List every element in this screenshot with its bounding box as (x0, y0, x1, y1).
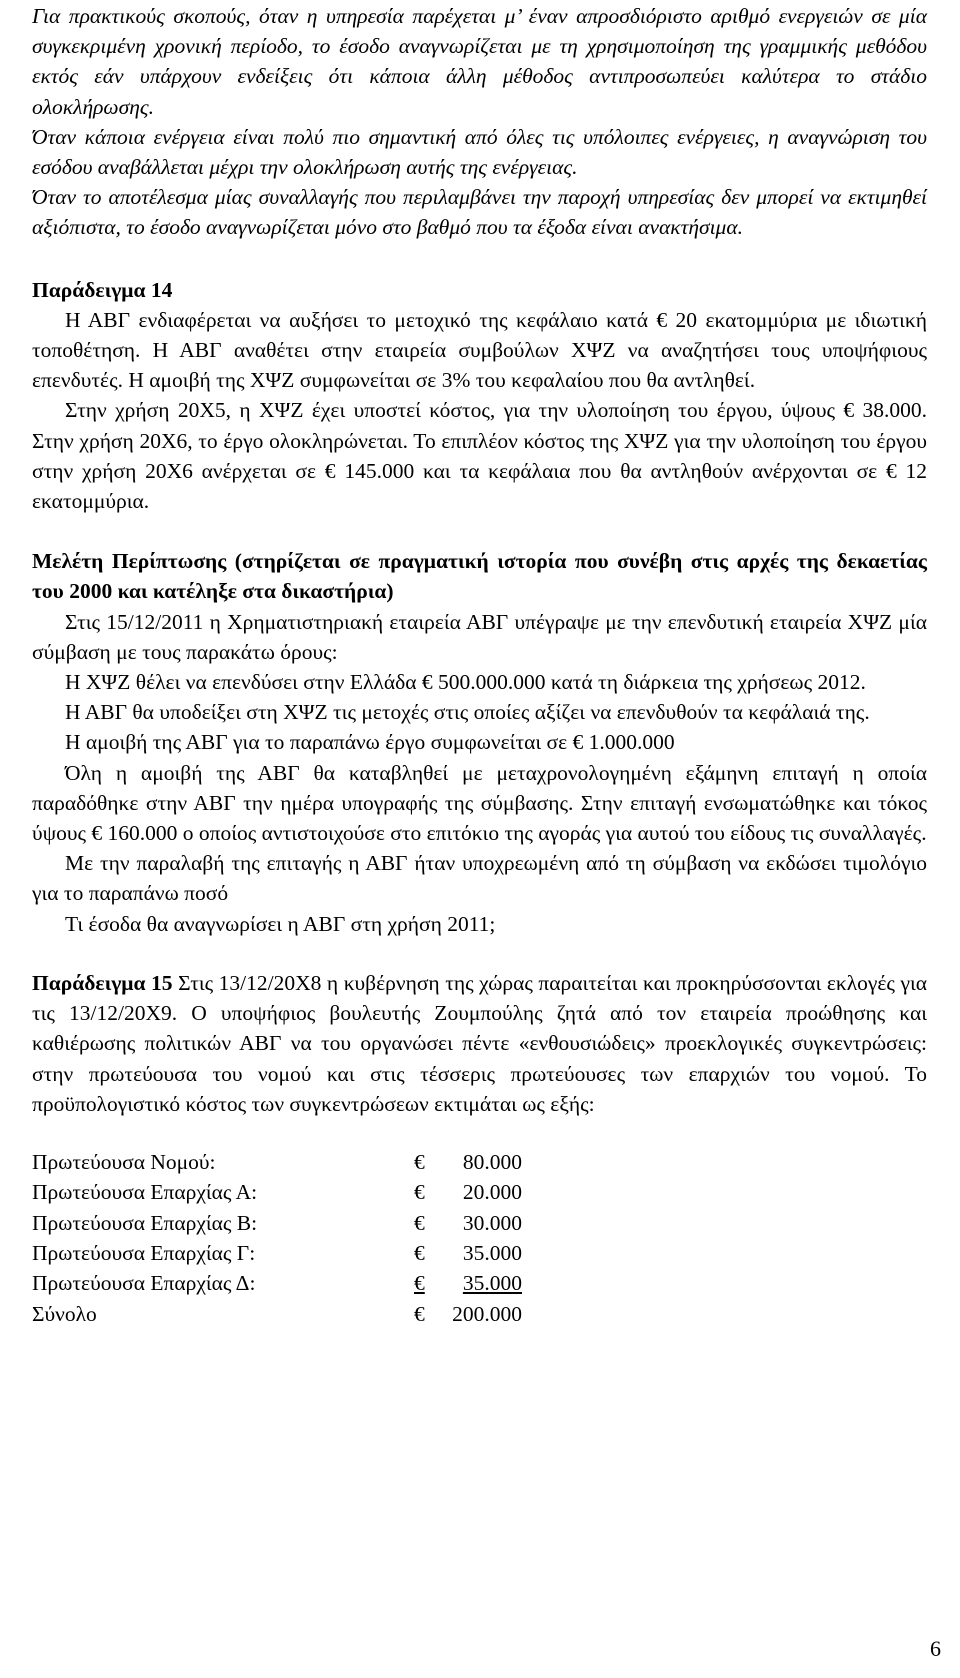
case-study-question: Τι έσοδα θα αναγνωρίσει η ΑΒΓ στη χρήση 2011; (65, 911, 496, 936)
cost-label: Πρωτεύουσα Επαρχίας Δ: (32, 1271, 256, 1296)
case-study-paragraph-6: Με την παραλαβή της επιταγής η ΑΒΓ ήταν υποχρεωμένη από τη σύμβαση να εκδώσει τιμολόγιο για το παραπάνω ποσό (32, 851, 927, 906)
cost-total-row (32, 1299, 522, 1329)
spacer (32, 243, 927, 275)
intro-paragraph-1: Για πρακτικούς σκοπούς, όταν η υπηρεσία παρέχεται μ’ έναν απροσδιόριστο αριθμό ενεργειών σε μία συγκεκριμένη χρονική περίοδο, το έσοδο αναγνωρίζεται με τη χρησιμοποίηση της γραμμικής μεθόδου εκτός εάν υπάρχουν ενδείξεις ότι κάποια άλλη μέθοδος αντιπροσωπεύει καλύτερα το στάδιο ολοκλήρωσης. (32, 4, 927, 119)
cost-label: Πρωτεύουσα Νομού: (32, 1149, 216, 1174)
euro-sign: € (414, 1271, 425, 1296)
euro-sign: € (414, 1149, 425, 1174)
cost-amount: 20.000 (462, 1180, 522, 1205)
cost-table (32, 1147, 522, 1329)
example-15-paragraph (32, 968, 927, 1119)
page-content (32, 1, 927, 1329)
cost-row (32, 1238, 522, 1268)
intro-paragraph-2: Όταν κάποια ενέργεια είναι πολύ πιο σημαντική από όλες τις υπόλοιπες ενέργειες, η αναγνώριση του εσόδου αναβάλλεται μέχρι την ολοκλήρωση αυτής της ενέργειας. (32, 124, 927, 180)
cost-amount: 35.000 (462, 1241, 522, 1266)
case-study-heading: Μελέτη Περίπτωσης (στηρίζεται σε πραγματική ιστορία που συνέβη στις αρχές της δεκαετίας του 2000 και κατέληξε στα δικαστήρια) (32, 549, 927, 604)
cost-row (32, 1268, 522, 1298)
example-15-text: Στις 13/12/20Χ8 η κυβέρνηση της χώρας παραιτείται και προκηρύσσονται εκλογές για τις 13/12/20Χ9. Ο υποψήφιος βουλευτής Ζουμπούλης ζητά από τον εταιρεία προώθησης και καθιέρωσης πολιτικών ΑΒΓ να του οργανώσει πέντε «ενθουσιώδεις» προεκλογικές συγκεντρώσεις: στην πρωτεύουσα του νομού και στις τέσσερις πρωτεύουσες των επαρχιών του νομού. Το προϋπολογιστικό κόστος των συγκεντρώσεων εκτιμάται ως εξής: (32, 970, 928, 1116)
case-study-paragraph-2: Η ΧΨΖ θέλει να επενδύσει στην Ελλάδα € 500.000.000 κατά τη διάρκεια της χρήσεως 2012. (65, 670, 866, 695)
total-amount: 200.000 (452, 1301, 522, 1326)
case-study-paragraph-3: Η ΑΒΓ θα υποδείξει στη ΧΨΖ τις μετοχές στις οποίες αξίζει να επενδυθούν τα κεφάλαιά της. (65, 700, 870, 725)
example-14-paragraph-2: Στην χρήση 20Χ5, η ΧΨΖ έχει υποστεί κόστος, για την υλοποίηση του έργου, ύψους € 38.000. Στην χρήση 20Χ6, το έργο ολοκληρώνεται. Το επιπλέον κόστος της ΧΨΖ για την υλοποίηση του έργου στην χρήση 20Χ6 ανέρχεται σε € 145.000 και τα κεφάλαια που θα αντληθούν ανέρχονται σε € 12 εκατομμύρια. (32, 398, 927, 514)
euro-sign: € (414, 1180, 425, 1205)
spacer (32, 1119, 927, 1147)
page-number: 6 (930, 1636, 941, 1661)
case-study-paragraph-5: Όλη η αμοιβή της ΑΒΓ θα καταβληθεί με μεταχρονολογημένη εξάμηνη επιταγή η οποία παραδόθηκε στην ΑΒΓ την ημέρα υπογραφής της σύμβασης. Στην επιταγή ενσωματώθηκε και τόκος ύψους € 160.000 ο οποίος αντιστοιχούσε στο επιτόκιο της αγοράς για αυτού του είδους τις συναλλαγές. (32, 760, 927, 846)
cost-label: Πρωτεύουσα Επαρχίας Γ: (32, 1241, 256, 1266)
spacer (32, 939, 927, 968)
cost-row (32, 1147, 522, 1177)
euro-sign: € (414, 1241, 425, 1266)
spacer (32, 516, 927, 546)
example-15-heading: Παράδειγμα 15 (32, 970, 173, 995)
example-14-heading: Παράδειγμα 14 (32, 277, 173, 302)
total-label: Σύνολο (32, 1301, 97, 1326)
cost-amount: 30.000 (462, 1210, 522, 1235)
cost-amount: 80.000 (462, 1149, 522, 1174)
case-study-paragraph-4: Η αμοιβή της ΑΒΓ για το παραπάνω έργο συμφωνείται σε € 1.000.000 (65, 730, 675, 755)
cost-label: Πρωτεύουσα Επαρχίας Β: (32, 1210, 258, 1235)
euro-sign: € (414, 1210, 425, 1235)
case-study-paragraph-1: Στις 15/12/2011 η Χρηματιστηριακή εταιρεία ΑΒΓ υπέγραψε με την επενδυτική εταιρεία ΧΨΖ μία σύμβαση με τους παρακάτω όρους: (32, 609, 927, 664)
cost-label: Πρωτεύουσα Επαρχίας Α: (32, 1180, 258, 1205)
example-14-paragraph-1: Η ΑΒΓ ενδιαφέρεται να αυξήσει το μετοχικό της κεφάλαιο κατά € 20 εκατομμύρια με ιδιωτική τοποθέτηση. Η ΑΒΓ αναθέτει στην εταιρεία συμβούλων ΧΨΖ να αναζητήσει τους υποψήφιους επενδυτές. Η αμοιβή της ΧΨΖ συμφωνείται σε 3% του κεφαλαίου που θα αντληθεί. (32, 307, 927, 393)
intro-paragraph-3: Όταν το αποτέλεσμα μίας συναλλαγής που περιλαμβάνει την παροχή υπηρεσίας δεν μπορεί να εκτιμηθεί αξιόπιστα, το έσοδο αναγνωρίζεται μόνο στο βαθμό που τα έξοδα είναι ανακτήσιμα. (32, 185, 927, 240)
euro-sign: € (414, 1301, 425, 1326)
cost-amount: 35.000 (462, 1271, 522, 1296)
cost-row (32, 1177, 522, 1207)
cost-row (32, 1208, 522, 1238)
